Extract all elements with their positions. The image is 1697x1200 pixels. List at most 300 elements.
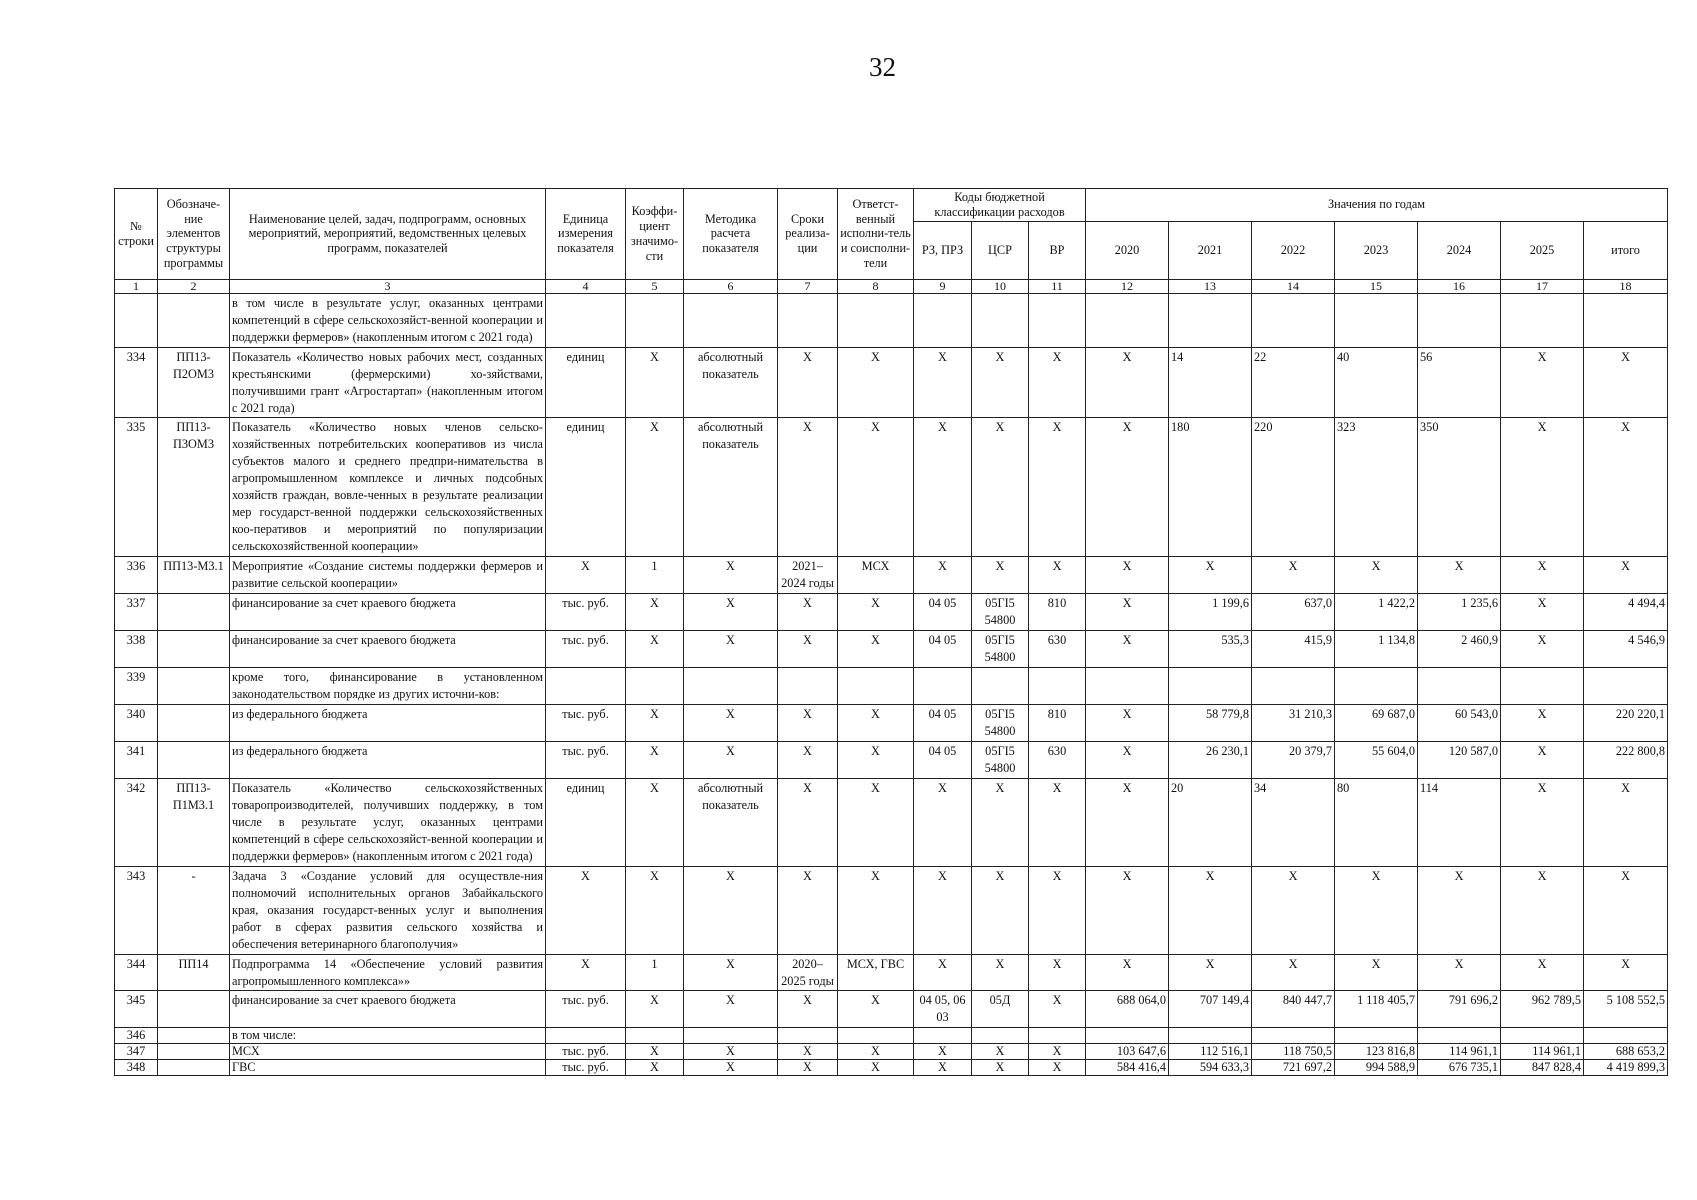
cell-year-2024: 114 961,1 — [1418, 1044, 1501, 1060]
cell-rz: Х — [914, 1060, 972, 1076]
cell-year-2020: Х — [1086, 778, 1169, 866]
cell-method: абсолютный показатель — [684, 347, 778, 418]
cell-year-r: Х — [1029, 557, 1086, 594]
cell-no: 337 — [115, 594, 158, 631]
header-values-by-year: Значения по годам — [1086, 189, 1668, 222]
cell-total: 222 800,8 — [1584, 741, 1668, 778]
cell-coef: Х — [626, 741, 684, 778]
column-number: 3 — [230, 279, 546, 293]
cell-year-2020: Х — [1086, 347, 1169, 418]
cell-rz: Х — [914, 347, 972, 418]
cell-csr: 05ГI5 54800 — [972, 741, 1029, 778]
header-year-2023: 2023 — [1335, 221, 1418, 279]
cell-terms: Х — [778, 1060, 838, 1076]
column-number: 7 — [778, 279, 838, 293]
cell-rz: Х — [914, 778, 972, 866]
cell-no: 342 — [115, 778, 158, 866]
cell-method: Х — [684, 1044, 778, 1060]
cell-rz: Х — [914, 418, 972, 557]
cell-coef: Х — [626, 866, 684, 954]
cell-year-2020 — [1086, 1028, 1169, 1044]
cell-total: 4 494,4 — [1584, 594, 1668, 631]
cell-year-2023: Х — [1335, 557, 1418, 594]
cell-year-2025: Х — [1501, 557, 1584, 594]
cell-year-r: Х — [1029, 347, 1086, 418]
table-row — [115, 631, 1668, 668]
cell-year-2022: 22 — [1252, 347, 1335, 418]
cell-year-2024: Х — [1418, 954, 1501, 991]
cell-exec: Х — [838, 1060, 914, 1076]
cell-total: 5 108 552,5 — [1584, 991, 1668, 1028]
cell-code: ПП14 — [158, 954, 230, 991]
cell-year-2024 — [1418, 293, 1501, 347]
cell-year-2020: 584 416,4 — [1086, 1060, 1169, 1076]
cell-method: Х — [684, 741, 778, 778]
cell-year-r — [1029, 668, 1086, 705]
cell-code — [158, 668, 230, 705]
cell-year-2023 — [1335, 293, 1418, 347]
cell-exec: Х — [838, 991, 914, 1028]
cell-year-2021: 58 779,8 — [1169, 704, 1252, 741]
cell-coef — [626, 293, 684, 347]
cell-year-2025: Х — [1501, 347, 1584, 418]
cell-year-2022: 637,0 — [1252, 594, 1335, 631]
cell-year-2023: 55 604,0 — [1335, 741, 1418, 778]
cell-name: финансирование за счет краевого бюджета — [230, 631, 546, 668]
cell-year-r: Х — [1029, 991, 1086, 1028]
cell-year-2020 — [1086, 668, 1169, 705]
cell-year-2021: 594 633,3 — [1169, 1060, 1252, 1076]
cell-year-2022: 415,9 — [1252, 631, 1335, 668]
cell-total: 220 220,1 — [1584, 704, 1668, 741]
cell-year-2021: 180 — [1169, 418, 1252, 557]
cell-year-2020: 688 064,0 — [1086, 991, 1169, 1028]
cell-year-2020: Х — [1086, 866, 1169, 954]
cell-unit — [546, 668, 626, 705]
cell-year-2024: 60 543,0 — [1418, 704, 1501, 741]
cell-year-2024: 350 — [1418, 418, 1501, 557]
cell-year-2023: 1 422,2 — [1335, 594, 1418, 631]
column-number: 14 — [1252, 279, 1335, 293]
cell-rz — [914, 668, 972, 705]
cell-year-2022: Х — [1252, 954, 1335, 991]
cell-year-2021: 112 516,1 — [1169, 1044, 1252, 1060]
header-terms: Сроки реализа-ции — [778, 189, 838, 280]
cell-year-2023 — [1335, 1028, 1418, 1044]
cell-total: 688 653,2 — [1584, 1044, 1668, 1060]
cell-no: 334 — [115, 347, 158, 418]
cell-exec — [838, 668, 914, 705]
cell-year-2024: Х — [1418, 557, 1501, 594]
cell-no: 339 — [115, 668, 158, 705]
column-number: 18 — [1584, 279, 1668, 293]
column-number: 16 — [1418, 279, 1501, 293]
header-budget-codes: Коды бюджетной классификации расходов — [914, 189, 1086, 222]
cell-total: Х — [1584, 557, 1668, 594]
cell-year-2020: Х — [1086, 631, 1169, 668]
cell-method: абсолютный показатель — [684, 418, 778, 557]
cell-year-2021: Х — [1169, 954, 1252, 991]
cell-unit: тыс. руб. — [546, 594, 626, 631]
cell-year-2025: 847 828,4 — [1501, 1060, 1584, 1076]
cell-code: ПП13-М3.1 — [158, 557, 230, 594]
cell-year-2022: 721 697,2 — [1252, 1060, 1335, 1076]
table-row — [115, 594, 1668, 631]
table-row — [115, 293, 1668, 347]
cell-coef: Х — [626, 631, 684, 668]
cell-method — [684, 668, 778, 705]
cell-year-2021 — [1169, 293, 1252, 347]
cell-csr: Х — [972, 866, 1029, 954]
cell-no: 341 — [115, 741, 158, 778]
cell-csr — [972, 293, 1029, 347]
column-numbers-row — [115, 279, 1668, 293]
cell-name: финансирование за счет краевого бюджета — [230, 594, 546, 631]
cell-coef — [626, 1028, 684, 1044]
cell-year-2025 — [1501, 1028, 1584, 1044]
cell-year-2023: Х — [1335, 954, 1418, 991]
cell-year-2020: Х — [1086, 418, 1169, 557]
cell-year-2025: Х — [1501, 631, 1584, 668]
cell-coef — [626, 668, 684, 705]
cell-year-2024: 120 587,0 — [1418, 741, 1501, 778]
cell-year-2025: Х — [1501, 704, 1584, 741]
cell-total: Х — [1584, 347, 1668, 418]
cell-terms: Х — [778, 866, 838, 954]
cell-rz: Х — [914, 1044, 972, 1060]
cell-year-2023: 1 134,8 — [1335, 631, 1418, 668]
cell-year-2021: 1 199,6 — [1169, 594, 1252, 631]
cell-rz — [914, 293, 972, 347]
cell-method: Х — [684, 631, 778, 668]
cell-year-2024: 791 696,2 — [1418, 991, 1501, 1028]
cell-total — [1584, 668, 1668, 705]
cell-name: в том числе: — [230, 1028, 546, 1044]
cell-csr: Х — [972, 557, 1029, 594]
table-row — [115, 866, 1668, 954]
cell-method: Х — [684, 594, 778, 631]
table-row — [115, 347, 1668, 418]
table-row — [115, 1060, 1668, 1076]
cell-name: финансирование за счет краевого бюджета — [230, 991, 546, 1028]
table-row — [115, 991, 1668, 1028]
cell-year-2024 — [1418, 1028, 1501, 1044]
cell-unit: единиц — [546, 347, 626, 418]
cell-csr: Х — [972, 1044, 1029, 1060]
cell-code — [158, 293, 230, 347]
column-number: 9 — [914, 279, 972, 293]
column-number: 10 — [972, 279, 1029, 293]
cell-no: 347 — [115, 1044, 158, 1060]
cell-code — [158, 704, 230, 741]
header-name: Наименование целей, задач, подпрограмм, основных мероприятий, мероприятий, ведомственных целевых программ, показателей — [230, 189, 546, 280]
header-year-2022: 2022 — [1252, 221, 1335, 279]
cell-csr: 05ГI5 54800 — [972, 594, 1029, 631]
cell-code: - — [158, 866, 230, 954]
cell-year-2020: Х — [1086, 704, 1169, 741]
cell-total: Х — [1584, 778, 1668, 866]
table-row — [115, 418, 1668, 557]
cell-method: Х — [684, 557, 778, 594]
cell-total — [1584, 1028, 1668, 1044]
cell-year-r: Х — [1029, 954, 1086, 991]
cell-code — [158, 594, 230, 631]
cell-rz: 04 05 — [914, 594, 972, 631]
cell-year-2025: Х — [1501, 418, 1584, 557]
cell-year-r: 810 — [1029, 704, 1086, 741]
cell-exec: МСХ — [838, 557, 914, 594]
cell-method: Х — [684, 954, 778, 991]
cell-unit: Х — [546, 557, 626, 594]
column-number: 2 — [158, 279, 230, 293]
cell-year-2020: Х — [1086, 557, 1169, 594]
cell-rz: Х — [914, 866, 972, 954]
cell-csr — [972, 1028, 1029, 1044]
cell-year-2021: Х — [1169, 557, 1252, 594]
cell-year-2022: 118 750,5 — [1252, 1044, 1335, 1060]
cell-terms — [778, 668, 838, 705]
cell-coef: Х — [626, 1060, 684, 1076]
column-number: 1 — [115, 279, 158, 293]
cell-coef: Х — [626, 1044, 684, 1060]
cell-exec: Х — [838, 1044, 914, 1060]
cell-code — [158, 741, 230, 778]
cell-csr: Х — [972, 954, 1029, 991]
cell-year-r: Х — [1029, 778, 1086, 866]
cell-csr: 05ГI5 54800 — [972, 631, 1029, 668]
cell-method: Х — [684, 991, 778, 1028]
cell-total: 4 546,9 — [1584, 631, 1668, 668]
cell-terms: Х — [778, 704, 838, 741]
cell-year-2021: Х — [1169, 866, 1252, 954]
cell-code — [158, 991, 230, 1028]
cell-year-2022: 31 210,3 — [1252, 704, 1335, 741]
cell-name: из федерального бюджета — [230, 704, 546, 741]
cell-year-2024: Х — [1418, 866, 1501, 954]
cell-year-r: Х — [1029, 418, 1086, 557]
header-designation: Обозначе-ние элементов структуры программы — [158, 189, 230, 280]
cell-year-2025: Х — [1501, 778, 1584, 866]
cell-year-2025 — [1501, 293, 1584, 347]
cell-terms: Х — [778, 418, 838, 557]
cell-year-2021: 707 149,4 — [1169, 991, 1252, 1028]
cell-year-2023: 123 816,8 — [1335, 1044, 1418, 1060]
cell-terms — [778, 293, 838, 347]
cell-exec: Х — [838, 704, 914, 741]
cell-no — [115, 293, 158, 347]
column-number: 17 — [1501, 279, 1584, 293]
cell-year-2024 — [1418, 668, 1501, 705]
cell-year-2025: Х — [1501, 741, 1584, 778]
cell-year-2025: 114 961,1 — [1501, 1044, 1584, 1060]
cell-terms: Х — [778, 594, 838, 631]
header-rz: РЗ, ПРЗ — [914, 221, 972, 279]
cell-rz — [914, 1028, 972, 1044]
cell-code: ПП13-П3ОМ3 — [158, 418, 230, 557]
cell-code — [158, 1060, 230, 1076]
cell-coef: 1 — [626, 954, 684, 991]
cell-year-2022 — [1252, 293, 1335, 347]
cell-name: МСХ — [230, 1044, 546, 1060]
cell-unit — [546, 1028, 626, 1044]
table-row — [115, 557, 1668, 594]
header-unit: Единица измерения показателя — [546, 189, 626, 280]
header-executor: Ответст-венный исполни-тель и соисполни-тели — [838, 189, 914, 280]
header-year-2024: 2024 — [1418, 221, 1501, 279]
header-year-2025: 2025 — [1501, 221, 1584, 279]
cell-no: 335 — [115, 418, 158, 557]
table-body — [115, 279, 1668, 1076]
header-row-no: № строки — [115, 189, 158, 280]
header-csr: ЦСР — [972, 221, 1029, 279]
header-year-2020: 2020 — [1086, 221, 1169, 279]
cell-unit: тыс. руб. — [546, 631, 626, 668]
cell-total: Х — [1584, 866, 1668, 954]
cell-method: Х — [684, 1060, 778, 1076]
cell-year-r: 810 — [1029, 594, 1086, 631]
cell-exec — [838, 293, 914, 347]
cell-name: Показатель «Количество сельскохозяйственных товаропроизводителей, получивших поддержку, в том числе в результате услуг, оказанных центрами компетенций в сфере сельскохозяйст-венной кооперации и поддержки фермеров» (накопленным итогом с 2021 года) — [230, 778, 546, 866]
cell-name: Показатель «Количество новых членов сельско-хозяйственных потребительских кооперативов из числа субъектов малого и среднего предпри-нимательства в агропромышленном комплексе и личных подсобных хозяйств граждан, вовле-ченных в результате реализации мер государст-венной поддержки сельскохозяйственных коо-перативов и мероприятий по популяризации сельскохозяйственной кооперации» — [230, 418, 546, 557]
cell-name: Мероприятие «Создание системы поддержки фермеров и развитие сельской кооперации» — [230, 557, 546, 594]
cell-exec: Х — [838, 347, 914, 418]
cell-unit: тыс. руб. — [546, 704, 626, 741]
cell-year-2024: 2 460,9 — [1418, 631, 1501, 668]
column-number: 6 — [684, 279, 778, 293]
cell-unit — [546, 293, 626, 347]
cell-year-r — [1029, 1028, 1086, 1044]
cell-coef: Х — [626, 778, 684, 866]
cell-year-2021: 26 230,1 — [1169, 741, 1252, 778]
table-row — [115, 778, 1668, 866]
cell-exec: МСХ, ГВС — [838, 954, 914, 991]
cell-method: Х — [684, 704, 778, 741]
cell-csr: Х — [972, 778, 1029, 866]
column-number: 4 — [546, 279, 626, 293]
cell-year-r — [1029, 293, 1086, 347]
page-number: 32 — [869, 52, 896, 82]
header-coef: Коэффи-циент значимо-сти — [626, 189, 684, 280]
cell-exec: Х — [838, 594, 914, 631]
cell-name: в том числе в результате услуг, оказанных центрами компетенций в сфере сельскохозяйст-венной кооперации и поддержки фермеров» (накопленным итогом с 2021 года) — [230, 293, 546, 347]
cell-code — [158, 631, 230, 668]
cell-no: 340 — [115, 704, 158, 741]
cell-unit: единиц — [546, 778, 626, 866]
cell-year-2022: Х — [1252, 866, 1335, 954]
header-year-2021: 2021 — [1169, 221, 1252, 279]
cell-rz: 04 05 — [914, 704, 972, 741]
cell-year-2022: 20 379,7 — [1252, 741, 1335, 778]
cell-code: ПП13-П2ОМ3 — [158, 347, 230, 418]
cell-unit: единиц — [546, 418, 626, 557]
cell-total: 4 419 899,3 — [1584, 1060, 1668, 1076]
cell-terms: 2021–2024 годы — [778, 557, 838, 594]
cell-year-2021: 535,3 — [1169, 631, 1252, 668]
cell-year-2022 — [1252, 1028, 1335, 1044]
cell-csr: Х — [972, 1060, 1029, 1076]
cell-exec: Х — [838, 778, 914, 866]
column-number: 5 — [626, 279, 684, 293]
cell-year-r: 630 — [1029, 741, 1086, 778]
cell-year-2020 — [1086, 293, 1169, 347]
cell-year-2020: Х — [1086, 954, 1169, 991]
cell-rz: 04 05, 06 03 — [914, 991, 972, 1028]
cell-year-r: Х — [1029, 1060, 1086, 1076]
cell-unit: Х — [546, 954, 626, 991]
cell-year-2021: 14 — [1169, 347, 1252, 418]
cell-exec: Х — [838, 631, 914, 668]
cell-year-2025: Х — [1501, 954, 1584, 991]
cell-year-2023: 1 118 405,7 — [1335, 991, 1418, 1028]
cell-year-2024: 114 — [1418, 778, 1501, 866]
cell-terms: Х — [778, 778, 838, 866]
cell-name: Задача 3 «Создание условий для осуществле-ния полномочий исполнительных органов Забайкальского края, оказания государст-венных услуг и выполнения работ в сферах развития сельского хозяйства и обеспечения ветеринарного благополучия» — [230, 866, 546, 954]
cell-method — [684, 293, 778, 347]
column-number: 15 — [1335, 279, 1418, 293]
cell-rz: 04 05 — [914, 631, 972, 668]
cell-terms: Х — [778, 1044, 838, 1060]
cell-name: Подпрограмма 14 «Обеспечение условий развития агропромышленного комплекса»» — [230, 954, 546, 991]
cell-csr: 05ГI5 54800 — [972, 704, 1029, 741]
cell-year-r: 630 — [1029, 631, 1086, 668]
column-number: 13 — [1169, 279, 1252, 293]
cell-method: абсолютный показатель — [684, 778, 778, 866]
cell-year-2024: 1 235,6 — [1418, 594, 1501, 631]
table-row — [115, 1044, 1668, 1060]
cell-terms — [778, 1028, 838, 1044]
column-number: 12 — [1086, 279, 1169, 293]
cell-coef: Х — [626, 991, 684, 1028]
cell-terms: Х — [778, 631, 838, 668]
cell-year-2022: Х — [1252, 557, 1335, 594]
cell-csr — [972, 668, 1029, 705]
cell-rz: Х — [914, 557, 972, 594]
cell-coef: Х — [626, 347, 684, 418]
cell-no: 336 — [115, 557, 158, 594]
cell-year-2025: Х — [1501, 866, 1584, 954]
cell-coef: Х — [626, 594, 684, 631]
cell-year-2023: Х — [1335, 866, 1418, 954]
table-row — [115, 668, 1668, 705]
cell-year-2021 — [1169, 1028, 1252, 1044]
cell-terms: Х — [778, 991, 838, 1028]
column-number: 11 — [1029, 279, 1086, 293]
cell-year-2023: 994 588,9 — [1335, 1060, 1418, 1076]
cell-no: 338 — [115, 631, 158, 668]
cell-method: Х — [684, 866, 778, 954]
cell-exec — [838, 1028, 914, 1044]
cell-year-2022: 840 447,7 — [1252, 991, 1335, 1028]
cell-name: Показатель «Количество новых рабочих мест, созданных крестьянскими (фермерскими) хо-зяйствами, получившими грант «Агростартап» (накопленным итогом с 2021 года) — [230, 347, 546, 418]
cell-year-r: Х — [1029, 866, 1086, 954]
cell-exec: Х — [838, 866, 914, 954]
cell-csr: Х — [972, 418, 1029, 557]
cell-unit: Х — [546, 866, 626, 954]
cell-year-2020: Х — [1086, 594, 1169, 631]
cell-exec: Х — [838, 741, 914, 778]
cell-year-2022: 220 — [1252, 418, 1335, 557]
table-row — [115, 741, 1668, 778]
cell-year-2021 — [1169, 668, 1252, 705]
table-header — [115, 189, 1668, 280]
cell-year-2020: Х — [1086, 741, 1169, 778]
cell-total: Х — [1584, 954, 1668, 991]
cell-year-2023: 80 — [1335, 778, 1418, 866]
cell-rz: 04 05 — [914, 741, 972, 778]
table-row — [115, 704, 1668, 741]
cell-name: из федерального бюджета — [230, 741, 546, 778]
cell-year-2023: 40 — [1335, 347, 1418, 418]
